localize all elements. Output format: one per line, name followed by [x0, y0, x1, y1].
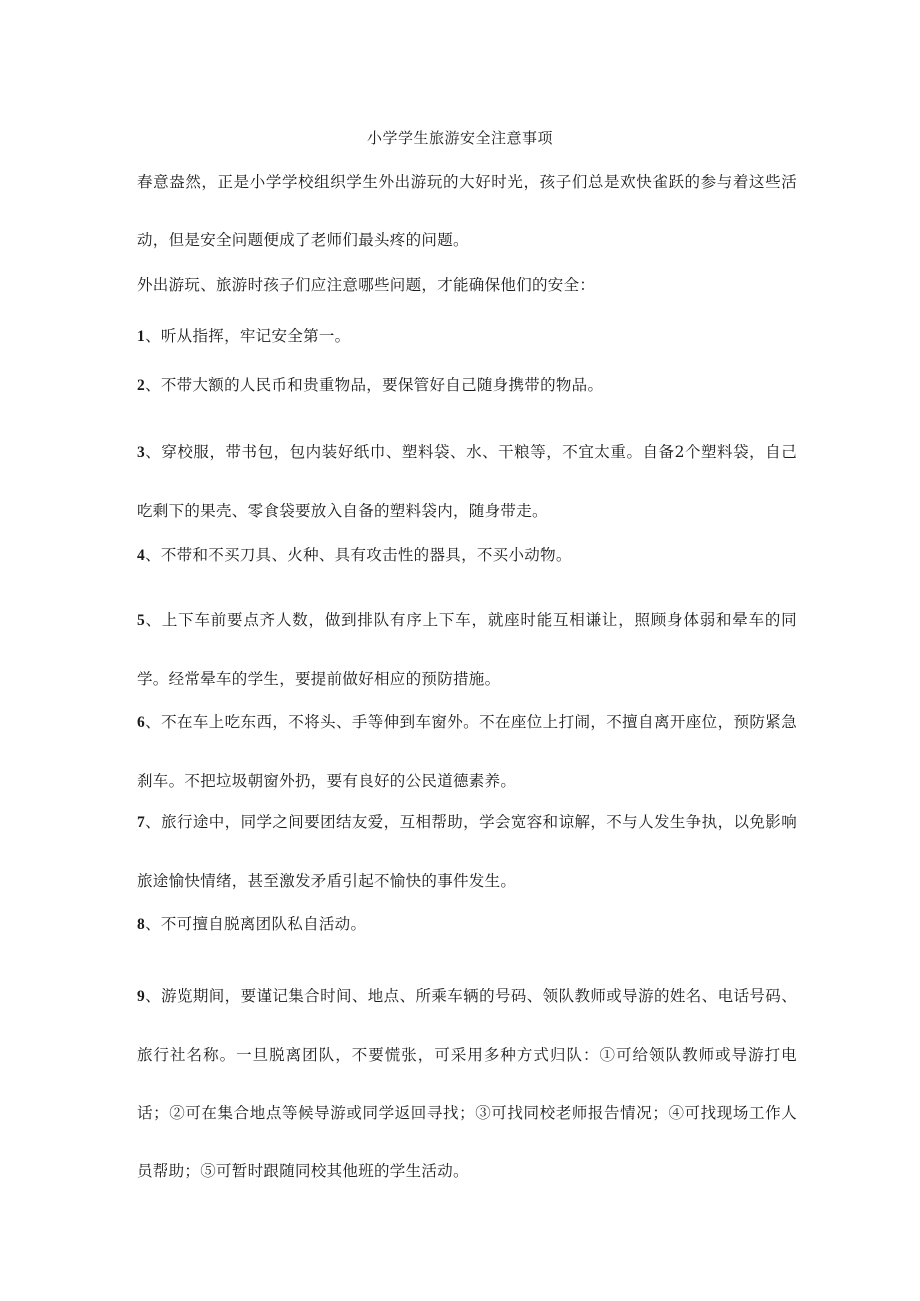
list-item-text: 、旅行途中，同学之间要团结友爱，互相帮助，学会宽容和谅解，不与人发生争执，以免影响旅途愉快情绪，甚至激发矛盾引起不愉快的事件发生。 [137, 813, 797, 890]
list-item-text: 、听从指挥，牢记安全第一。 [145, 327, 351, 345]
list-item-text: 、不在车上吃东西，不将头、手等伸到车窗外。不在座位上打闹，不擅自离开座位，预防紧急刹车。不把垃圾朝窗外扔，要有良好的公民道德素养。 [137, 713, 797, 790]
list-item-5 [137, 591, 797, 708]
list-item-text: 、上下车前要点齐人数，做到排队有序上下车，就座时能互相谦让，照顾身体弱和晕车的同学。经常晕车的学生，要提前做好相应的预防措施。 [137, 611, 797, 688]
intro-paragraph-1: 春意盎然，正是小学学校组织学生外出游玩的大好时光，孩子们总是欢快雀跃的参与着这些活动，但是安全问题便成了老师们最头疼的问题。 [137, 173, 797, 249]
list-item-number: 8 [137, 916, 146, 933]
page-title: 小学学生旅游安全注意事项 [366, 129, 553, 147]
list-item-number: 3 [137, 444, 146, 461]
intro-paragraph-2: 外出游玩、旅游时孩子们应注意哪些问题，才能确保他们的安全： [137, 276, 596, 294]
list-item-number: 7 [137, 814, 146, 831]
list-item-text: 、不可擅自脱离团队私自活动。 [145, 915, 367, 933]
list-item-7 [137, 793, 797, 910]
list-item-2 [137, 356, 797, 415]
list-item-text: 、游览期间，要谨记集合时间、地点、所乘车辆的号码、领队教师或导游的姓名、电话号码、旅行社名称。一旦脱离团队，不要慌张，可采用多种方式归队：①可给领队教师或导游打电话；②可在集合地点等候导游或同学返回寻找；③可找同校老师报告情况；④可找现场工作人员帮助；⑤可暂时跟随同校其他班的学生活动。 [137, 987, 797, 1180]
list-item-text: 、穿校服，带书包，包内装好纸巾、塑料袋、水、干粮等，不宜太重。自备2个塑料袋，自己吃剩下的果壳、零食袋要放入自备的塑料袋内，随身带走。 [137, 443, 797, 520]
list-item-number: 9 [137, 988, 146, 1005]
list-item-4 [137, 526, 797, 585]
list-item-9 [137, 967, 797, 1200]
list-item-number: 4 [137, 547, 146, 564]
list-item-number: 5 [137, 612, 146, 629]
list-item-text: 、不带和不买刀具、火种、具有攻击性的器具，不买小动物。 [145, 546, 572, 564]
list-item-text: 、不带大额的人民币和贵重物品，要保管好自己随身携带的物品。 [145, 376, 604, 394]
list-item-number: 1 [137, 328, 146, 345]
list-item-3 [137, 423, 797, 540]
list-item-number: 2 [137, 377, 146, 394]
list-item-number: 6 [137, 714, 146, 731]
list-item-8 [137, 895, 797, 954]
